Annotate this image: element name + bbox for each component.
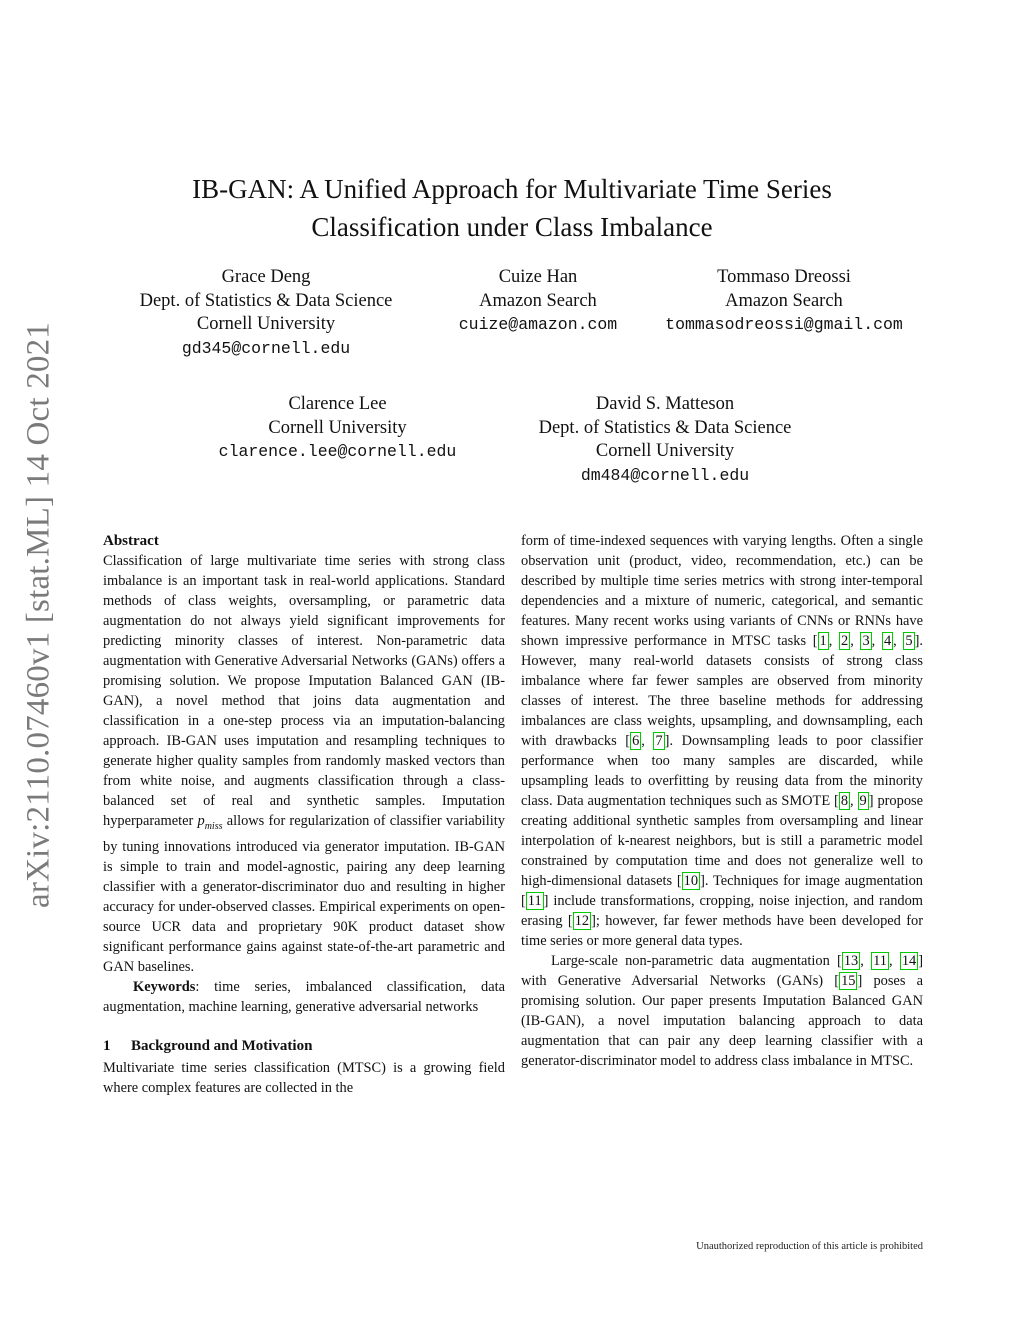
p-miss-symbol: $p_{miss}$ xyxy=(197,813,223,832)
section-number: 1 xyxy=(103,1037,111,1054)
citation-link[interactable]: 1 xyxy=(819,633,827,649)
arxiv-identifier-text: arXiv:2110.07460v1 [stat.ML] 14 Oct 2021 xyxy=(20,321,57,909)
citation-link[interactable]: 9 xyxy=(859,793,867,809)
abstract-heading: Abstract xyxy=(103,533,159,549)
author-email[interactable]: gd345@cornell.edu xyxy=(181,338,351,358)
author-institution: Cornell University xyxy=(595,441,735,461)
author-institution: Cornell University xyxy=(268,417,407,438)
paper-title xyxy=(0,170,1024,246)
citation-link[interactable]: 2 xyxy=(841,633,849,649)
author-institution: Cornell University xyxy=(196,314,336,334)
author-affiliation: Dept. of Statistics & Data Science xyxy=(538,417,792,438)
section1-paragraph-1-continued: form of time-indexed sequences with varying lengths. Often a single observation unit (product, video, recommendation, etc.) can be described by multiple time series metrics with strong inter-temporal dependencies and a mixture of numeric, categorical, and semantic features. Many recent works using variants of CNNs or RNNs have shown impressive performance in MTSC tasks [ 1 , 2 , 3 , 4 , 5 ]. However, many real-world datasets consists of strong class imbalance where far fewer samples are observed from minority classes of interest. The three baseline methods for addressing imbalances are class weights, upsampling, and downsampling, each with drawbacks [ 6 , 7 ]. Downsampling leads to poor classifier performance when too many samples are discarded, while upsampling leads to overfitting by reusing data from the minority class. Data augmentation techniques such as SMOTE [ 8 , 9 ] propose creating additional synthetic samples from oversampling and linear interpolation of k-nearest neighbors, but is still a parametric model constrained by computation time and does not generalize well to high-dimensional datasets [ 10 ]. Techniques for image augmentation [ 11 ] include transformations, cropping, noise injection, and random erasing [ 12 ]; however, far fewer methods have been developed for time series or more general data types. xyxy=(521,533,924,949)
author-block-david-matteson xyxy=(500,393,830,487)
citation-link[interactable]: 14 xyxy=(901,953,917,969)
footer-notice: Unauthorized reproduction of this article is prohibited xyxy=(696,1241,923,1252)
section-title: Background and Motivation xyxy=(131,1037,313,1054)
author-block-cuize-han xyxy=(438,266,638,337)
section-heading-background xyxy=(103,1036,505,1056)
author-email[interactable]: tommasodreossi@gmail.com xyxy=(665,315,903,334)
author-name: Tommaso Dreossi xyxy=(717,267,851,287)
keywords-label: Keywords xyxy=(133,978,196,995)
author-email[interactable]: dm484@cornell.edu xyxy=(580,465,750,485)
citation-link[interactable]: 11 xyxy=(873,953,887,969)
abstract-text-part-1: Classification of large multivariate time series with strong class imbalance is an important task in real-world applications. Standard methods of class weights, oversampling, or parametric data augmentation do not always yield significant improvements for predicting minority classes of interest. Non-parametric data augmentation with Generative Adversarial Networks (GANs) offers a promising solution. We propose Imputation Balanced GAN (IB-GAN), a novel method that joins data augmentation and classification in a one-step process via an imputation-balancing approach. IB-GAN uses imputation and resampling techniques to generate higher quality samples from randomly masked vectors than from white noise, and augments classification through a class-balanced set of real and synthetic samples. Imputation hyperparameter xyxy=(103,553,505,829)
citation-link[interactable]: 13 xyxy=(843,953,859,969)
abstract-body xyxy=(103,551,505,977)
author-affiliation: Amazon Search xyxy=(725,290,843,311)
citation-link[interactable]: 8 xyxy=(840,793,849,809)
author-name: Grace Deng xyxy=(221,267,311,287)
keywords-line xyxy=(103,977,505,1017)
author-block-tommaso-dreossi xyxy=(648,266,920,337)
author-email[interactable]: cuize@amazon.com xyxy=(458,315,618,334)
keywords-text: : time series, imbalanced classification, data augmentation, machine learning, generative adversarial networks xyxy=(103,978,505,1015)
citation-link[interactable]: 11 xyxy=(527,893,542,909)
author-name: Cuize Han xyxy=(498,267,578,287)
title-line-2: Classification under Class Imbalance xyxy=(311,212,713,242)
citation-link[interactable]: 10 xyxy=(683,873,699,889)
author-name: Clarence Lee xyxy=(288,394,387,414)
citation-link[interactable]: 7 xyxy=(655,733,663,749)
author-affiliation: Dept. of Statistics & Data Science xyxy=(139,290,393,311)
citation-link[interactable]: 4 xyxy=(883,633,892,649)
title-line-1: IB-GAN: A Unified Approach for Multivariate Time Series xyxy=(192,174,832,204)
citation-link[interactable]: 3 xyxy=(862,633,870,649)
section1-paragraph-1-start: Multivariate time series classification (MTSC) is a growing field where complex features are collected in the xyxy=(103,1059,505,1096)
author-block-clarence-lee xyxy=(200,393,475,464)
left-column xyxy=(103,531,505,1098)
section1-paragraph-2: Large-scale non-parametric data augmentation [ 13 , 11 , 14 ] with Generative Adversarial Networks (GANs) [ 15 ] poses a promising solution. Our paper presents Imputation Balanced GAN (IB-GAN), a novel imputation balancing approach to data augmentation that can pair any deep learning classifier with a generator-discriminator model to address class imbalance in MTSC. xyxy=(521,953,923,1069)
author-email[interactable]: clarence.lee@cornell.edu xyxy=(218,442,457,461)
citation-link[interactable]: 6 xyxy=(632,733,640,749)
author-block-grace-deng xyxy=(100,266,432,360)
right-column xyxy=(521,531,923,1071)
citation-link[interactable]: 5 xyxy=(905,633,913,649)
author-name: David S. Matteson xyxy=(595,394,735,414)
citation-link[interactable]: 12 xyxy=(574,913,590,929)
abstract-text-part-2: allows for regularization of classifier variability by tuning innovations introduced via generator imputation. IB-GAN is simple to train and model-agnostic, pairing any deep learning classifier with a generator-discriminator duo and resulting in higher accuracy for under-observed classes. Empirical experiments on open-source UCR data and proprietary 90K product dataset show significant performance gains against state-of-the-art parametric and GAN baselines. xyxy=(103,813,505,975)
author-affiliation: Amazon Search xyxy=(479,290,597,311)
citation-link[interactable]: 15 xyxy=(841,973,856,989)
